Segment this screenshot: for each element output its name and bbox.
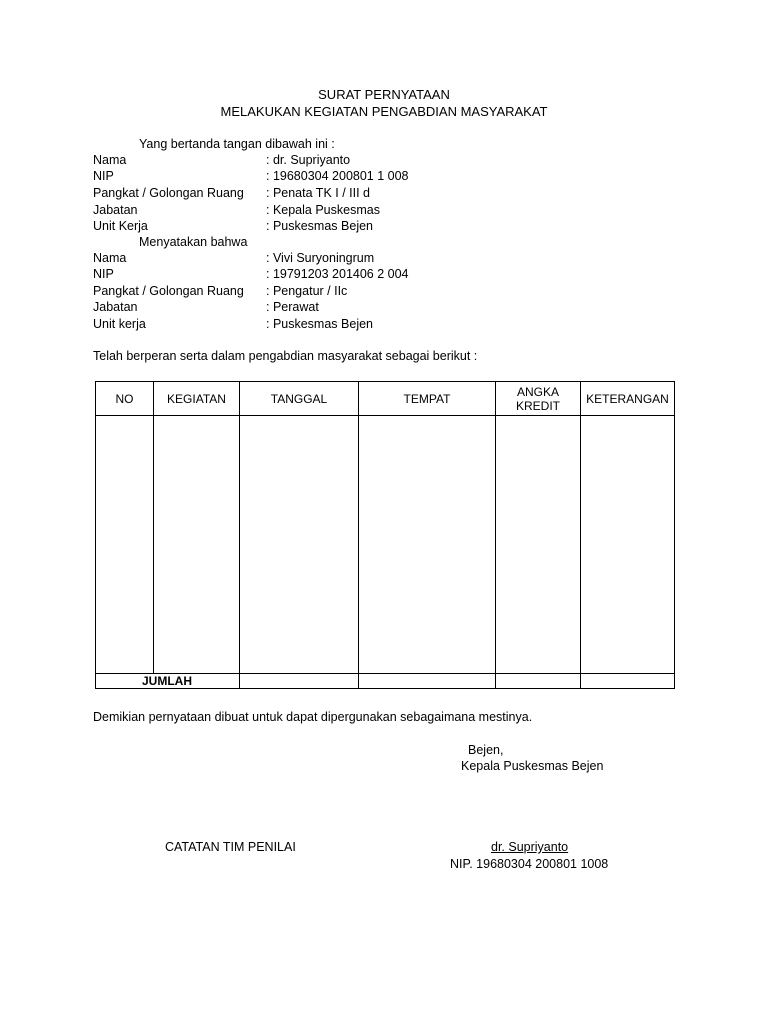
total-label: JUMLAH xyxy=(96,674,240,689)
field-value: : Puskesmas Bejen xyxy=(266,317,373,331)
field-label: NIP xyxy=(93,267,114,281)
cell-angka-kredit xyxy=(496,416,581,674)
cell-tanggal xyxy=(240,416,359,674)
field-value: : dr. Supriyanto xyxy=(266,153,351,167)
field-value: : 19680304 200801 1 008 xyxy=(266,169,409,183)
signature-position: Kepala Puskesmas Bejen xyxy=(461,759,604,773)
field-label: Jabatan xyxy=(93,300,138,314)
closing-text: Demikian pernyataan dibuat untuk dapat dipergunakan sebagaimana mestinya. xyxy=(93,710,533,724)
field-value: : Puskesmas Bejen xyxy=(266,219,373,233)
field-value: : Kepala Puskesmas xyxy=(266,203,380,217)
field-value: : 19791203 201406 2 004 xyxy=(266,267,409,281)
subject-row xyxy=(93,267,409,281)
subject-row xyxy=(93,284,347,298)
field-label: Nama xyxy=(93,153,127,167)
total-keterangan xyxy=(581,674,675,689)
signer-row xyxy=(93,203,380,217)
table-header-row xyxy=(96,382,675,416)
document-subtitle: MELAKUKAN KEGIATAN PENGABDIAN MASYARAKAT xyxy=(220,104,548,119)
total-tanggal xyxy=(240,674,359,689)
activity-table xyxy=(95,381,675,689)
signer-row xyxy=(93,219,373,233)
cell-keterangan xyxy=(581,416,675,674)
signer-row xyxy=(93,169,409,183)
table-total-row xyxy=(96,674,675,689)
cell-no xyxy=(96,416,154,674)
field-label: Pangkat / Golongan Ruang xyxy=(93,186,244,200)
total-tempat xyxy=(359,674,496,689)
field-value: : Penata TK I / III d xyxy=(266,186,370,200)
statement-text: Menyatakan bahwa xyxy=(139,235,248,249)
subject-row xyxy=(93,251,374,265)
header-keterangan: KETERANGAN xyxy=(581,382,675,416)
header-tanggal: TANGGAL xyxy=(240,382,359,416)
header-no: NO xyxy=(96,382,154,416)
header-angka-kredit xyxy=(496,382,581,416)
field-value: : Vivi Suryoningrum xyxy=(266,251,375,265)
signature-place: Bejen, xyxy=(468,743,504,757)
signature-name: dr. Supriyanto xyxy=(491,840,569,854)
cell-tempat xyxy=(359,416,496,674)
field-label: NIP xyxy=(93,169,114,183)
field-label: Pangkat / Golongan Ruang xyxy=(93,284,244,298)
field-label: Jabatan xyxy=(93,203,138,217)
field-label: Unit kerja xyxy=(93,317,146,331)
subject-row xyxy=(93,300,319,314)
header-tempat: TEMPAT xyxy=(359,382,496,416)
intro-text: Yang bertanda tangan dibawah ini : xyxy=(139,137,335,151)
signer-row xyxy=(93,186,370,200)
subject-row xyxy=(93,317,373,331)
document-title: SURAT PERNYATAAN xyxy=(318,87,450,102)
field-value: : Perawat xyxy=(266,300,319,314)
field-value: : Pengatur / IIc xyxy=(266,284,348,298)
table-row xyxy=(96,416,675,674)
header-angka-line1: ANGKA xyxy=(516,384,559,399)
header-kegiatan: KEGIATAN xyxy=(154,382,240,416)
field-label: Unit Kerja xyxy=(93,219,148,233)
signer-row xyxy=(93,153,350,167)
header-angka-line2: KREDIT xyxy=(515,398,560,413)
cell-kegiatan xyxy=(154,416,240,674)
signature-nip: NIP. 19680304 200801 1008 xyxy=(450,857,609,871)
field-label: Nama xyxy=(93,251,127,265)
participation-text: Telah berperan serta dalam pengabdian masyarakat sebagai berikut : xyxy=(93,349,478,363)
total-angka-kredit xyxy=(496,674,581,689)
reviewer-note: CATATAN TIM PENILAI xyxy=(165,840,296,854)
